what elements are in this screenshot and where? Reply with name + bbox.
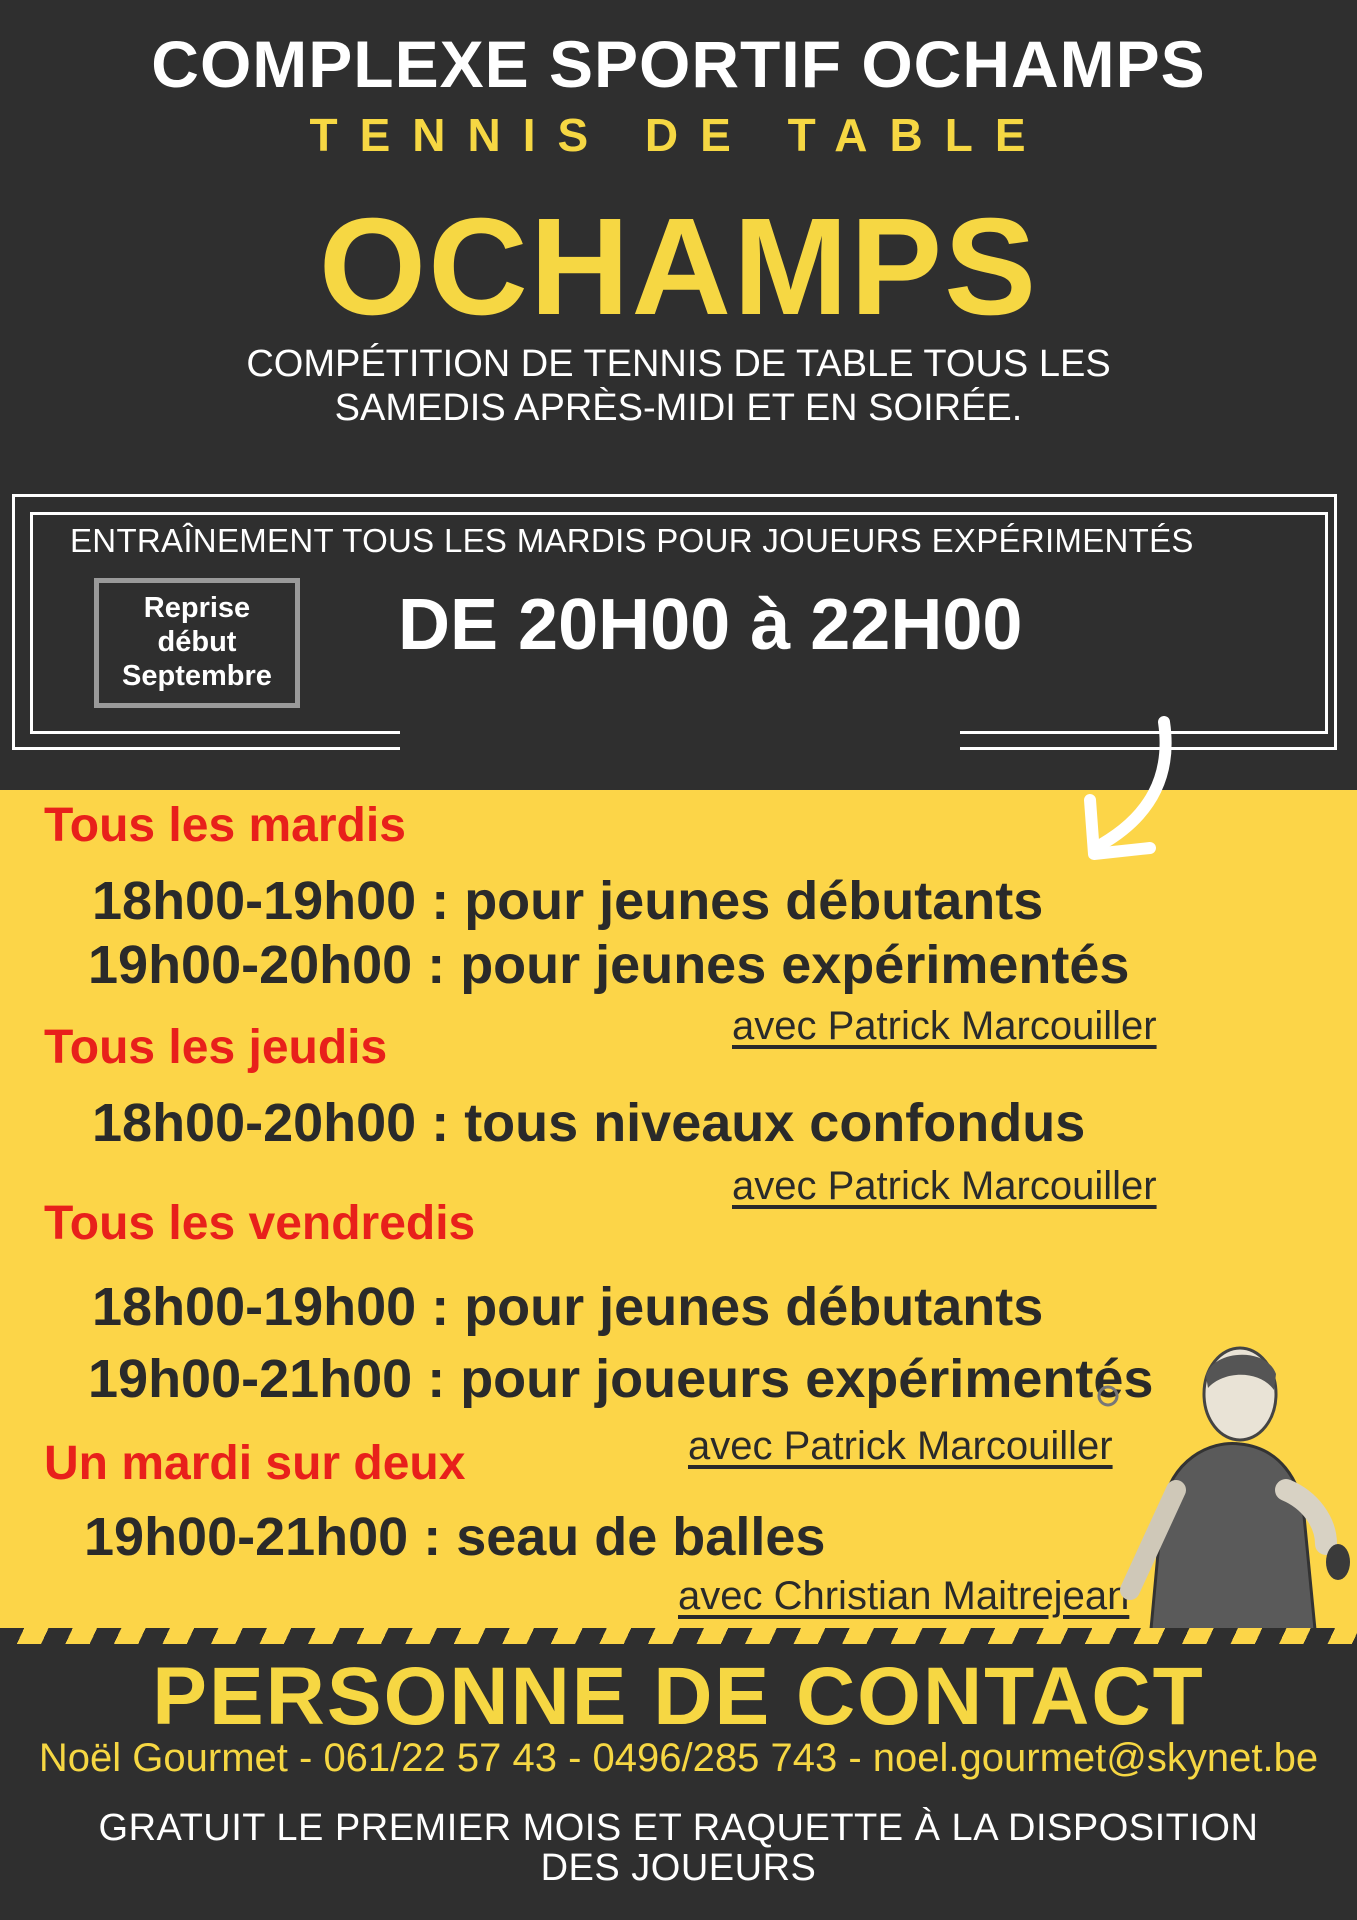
training-time: DE 20H00 à 22H00 xyxy=(398,585,1023,665)
day-label-friday: Tous les vendredis xyxy=(44,1197,476,1250)
badge-line: Septembre xyxy=(122,660,272,692)
coach-biweekly: avec Christian Maitrejean xyxy=(678,1574,1130,1618)
day-label-biweekly: Un mardi sur deux xyxy=(44,1437,466,1490)
slot-biweekly-1: 19h00-21h00 : seau de balles xyxy=(84,1507,826,1567)
footer-line: DES JOUEURS xyxy=(540,1847,817,1889)
description-line: SAMEDIS APRÈS-MIDI ET EN SOIRÉE. xyxy=(334,387,1023,429)
ball-icon xyxy=(1099,1387,1117,1405)
slot-tuesday-1: 18h00-19h00 : pour jeunes débutants xyxy=(92,871,1044,931)
contact-details: Noël Gourmet - 061/22 57 43 - 0496/285 743 - noel.gourmet@skynet.be xyxy=(38,1736,1319,1780)
badge-line: début xyxy=(157,626,237,658)
club-name: OCHAMPS xyxy=(318,190,1039,344)
footer-note xyxy=(0,1808,1357,1888)
frame-gap xyxy=(400,720,960,760)
slot-tuesday-2: 19h00-20h00 : pour jeunes expérimentés xyxy=(88,935,1130,995)
training-heading: ENTRAÎNEMENT TOUS LES MARDIS POUR JOUEURS EXPÉRIMENTÉS xyxy=(70,522,1194,559)
venue-title: COMPLEXE SPORTIF OCHAMPS xyxy=(151,27,1206,101)
day-label-tuesday: Tous les mardis xyxy=(44,799,406,852)
player-illustration xyxy=(1090,1340,1350,1640)
arrow-icon xyxy=(1080,716,1200,866)
slot-thursday-1: 18h00-20h00 : tous niveaux confondus xyxy=(92,1093,1086,1153)
description-line: COMPÉTITION DE TENNIS DE TABLE TOUS LES xyxy=(246,343,1111,385)
day-label-thursday: Tous les jeudis xyxy=(44,1021,388,1074)
slot-friday-1: 18h00-19h00 : pour jeunes débutants xyxy=(92,1277,1044,1337)
badge-line: Reprise xyxy=(143,592,251,624)
sport-subtitle: TENNIS DE TABLE xyxy=(309,109,1048,161)
coach-thursday: avec Patrick Marcouiller xyxy=(732,1164,1157,1208)
competition-description xyxy=(0,342,1357,430)
contact-title: PERSONNE DE CONTACT xyxy=(152,1651,1205,1742)
slot-friday-2: 19h00-21h00 : pour joueurs expérimentés xyxy=(88,1349,1154,1409)
footer-line: GRATUIT LE PREMIER MOIS ET RAQUETTE À LA DISPOSITION xyxy=(98,1807,1259,1849)
coach-tuesday: avec Patrick Marcouiller xyxy=(732,1004,1157,1048)
restart-badge xyxy=(94,578,300,708)
coach-friday: avec Patrick Marcouiller xyxy=(688,1424,1113,1468)
hazard-stripe-divider xyxy=(0,1628,1357,1644)
